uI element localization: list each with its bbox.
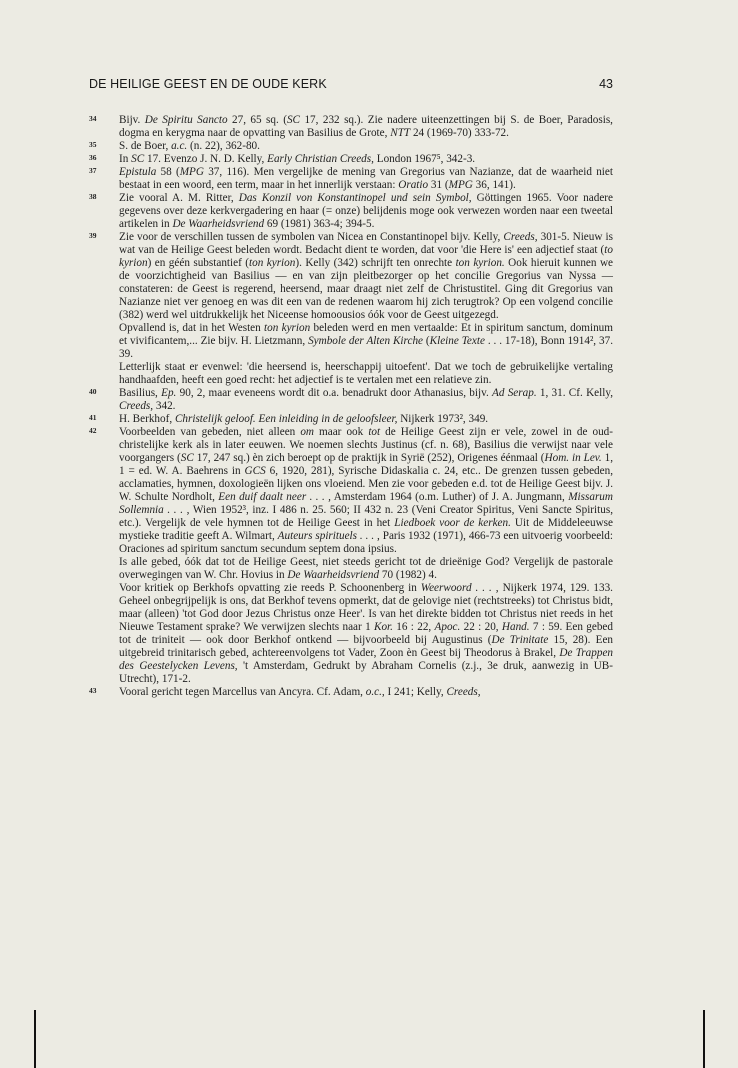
text-run: 24 (1969-70) 333-72.: [410, 127, 509, 139]
footnote-number: 36: [89, 153, 97, 162]
footnote-paragraph: [119, 166, 613, 192]
italic-citation: Creeds,: [446, 686, 481, 698]
footnote-paragraph: [119, 192, 613, 231]
footnote-paragraph: [119, 582, 613, 686]
italic-citation: SC: [180, 452, 194, 464]
text-run: Nijkerk 1974, 129. 133. Geheel onbegrijpelijk is ons, dat Berkhof tevens opmerkt, dat de gelovige niet (rechtstreeks) tot Christus bidt, maar (alleen) 'tot God door Jezus Christus onze Heer'. Is van het direkte bidden tot Christus niet reeds in het Nieuwe Testament sprake? We verwijzen slechts naar 1: [119, 582, 613, 633]
footnote-42: [89, 426, 613, 686]
footnote-40: [89, 387, 613, 413]
text-run: Wien 1952³, inz. I 486 n. 25. 560; II 432 n. 23 (Veni Creator Spiritus, Veni Sancte Spiritus, etc.). Vergelijk de vele hymnen tot de Heilige Geest in het: [119, 504, 613, 529]
italic-citation: De Waarheidsvriend: [172, 218, 265, 230]
text-run: de Heilige Geest zijn er vele, zowel in de oud-christelijke kerk als in later eeuwen. We noemen slechts Justinus (cf. n. 68), Basilius die verwijst naar vele voorgangers (: [119, 426, 614, 464]
footnote-paragraph: [119, 686, 613, 699]
footnote-number: 35: [89, 140, 97, 149]
text-run: 58 (: [156, 166, 180, 178]
italic-citation: to kyrion: [119, 244, 613, 269]
footnote-paragraph: [119, 114, 613, 140]
running-header: [89, 77, 613, 97]
italic-citation: ton kyrion: [264, 322, 311, 334]
italic-citation: om: [300, 426, 314, 438]
text-run: Amsterdam 1964 (o.m. Luther) of J. A. Jungmann,: [330, 491, 569, 503]
footnote-41: [89, 413, 613, 426]
footnote-number: 41: [89, 413, 97, 422]
text-run: (: [423, 335, 430, 347]
italic-citation: Ad Serap.: [492, 387, 537, 399]
text-run: ) en géén substantief (: [147, 257, 250, 269]
italic-citation: Weerwoord . . . ,: [420, 582, 499, 594]
text-run: Basilius,: [119, 387, 162, 399]
italic-citation: De Trinitate: [491, 634, 549, 646]
italic-citation: Epistula: [119, 166, 157, 178]
italic-citation: Creeds,: [119, 400, 154, 412]
italic-citation: MPG: [448, 179, 473, 191]
italic-citation: NTT: [390, 127, 411, 139]
text-run: Letterlijk staat er evenwel: 'die heersend is, heerschappij uitoefent'. Dat we toch de gebruikelijke vertaling handhaafden, heeft een goed recht: het adjectief is te vertalen met een relatieve zin.: [119, 361, 613, 386]
text-run: beleden werd en men vertaalde: Et in spiritum sanctum, dominum et vivificantem,... Zie bijv. H. Lietzmann,: [119, 322, 613, 347]
italic-citation: Liedboek voor de kerken.: [394, 517, 511, 529]
text-run: 342.: [153, 400, 176, 412]
text-run: 16 : 22,: [392, 621, 435, 633]
footnote-number: 40: [89, 387, 97, 396]
italic-citation: Auteurs spirituels . . . ,: [277, 530, 380, 542]
footnote-paragraph: [119, 140, 613, 153]
footnote-number: 38: [89, 192, 97, 201]
page-number: 43: [599, 77, 613, 91]
footnote-paragraph: [119, 556, 613, 582]
text-run: S. de Boer,: [119, 140, 172, 152]
footnote-paragraph: [119, 231, 613, 322]
footnote-39: [89, 231, 613, 387]
footnote-paragraph: [119, 387, 613, 413]
footnote-paragraph: [119, 426, 613, 556]
italic-citation: SC: [286, 114, 301, 126]
footnote-36: [89, 153, 613, 166]
italic-citation: Early Christian Creeds,: [267, 153, 374, 165]
footnote-37: [89, 166, 613, 192]
right-margin-rule: [703, 1010, 705, 1068]
text-run: Nijkerk 1973², 349.: [397, 413, 489, 425]
text-run: 69 (1981) 363-4; 394-5.: [264, 218, 375, 230]
text-run: Is alle gebed, óók dat tot de Heilige Geest, niet steeds gericht tot de drieënige God? Vergelijk de pastorale overwegingen van W. Chr. Hovius in: [119, 556, 613, 581]
text-run: 17, 232 sq.). Zie nadere uiteenzettingen bij S. de Boer, Paradosis, dogma en kerygma naar de opvatting van Basilius de Grote,: [119, 114, 613, 139]
text-run: Zie vooral A. M. Ritter,: [119, 192, 239, 204]
italic-citation: SC: [131, 153, 145, 165]
italic-citation: MPG: [179, 166, 204, 178]
text-run: 36, 141).: [472, 179, 516, 191]
footnote-paragraph: [119, 153, 613, 166]
text-run: 15, 28). Een uitgebreid trinitarisch gebed, achtereenvolgens tot Vader, Zoon èn Geest bij Theodorus à Brakel,: [119, 634, 614, 659]
text-run: 37, 116). Men vergelijke de mening van Gregorius van Nazianze, dat de waarheid niet bestaat in een woord, een term, maar in het innerlijk verstaan:: [119, 166, 613, 191]
text-run: Zie voor de verschillen tussen de symbolen van Nicea en Constantinopel bijv. Kelly,: [119, 231, 504, 243]
text-run: ). Kelly (342) schrijft ten onrechte: [295, 257, 456, 269]
italic-citation: De Spiritu Sancto: [144, 114, 228, 126]
italic-citation: Hom. in Lev.: [544, 452, 602, 464]
footnotes-list: [89, 114, 613, 699]
italic-citation: Missarum Sollemnia . . . ,: [119, 491, 613, 516]
italic-citation: Apoc.: [434, 621, 461, 633]
footnote-number: 37: [89, 166, 97, 175]
text-run: 1, 1 = ed. W. A. Baehrens in: [119, 452, 614, 477]
text-run: London 1967⁵, 342-3.: [373, 153, 476, 165]
italic-citation: Creeds,: [503, 231, 538, 243]
italic-citation: Kleine Texte: [429, 335, 485, 347]
text-run: 7 : 59. Een gebed tot de triniteit — ook door Berkhof ontkend — bijvoorbeeld bij Augustinus (: [119, 621, 613, 646]
text-run: maar ook: [314, 426, 369, 438]
italic-citation: Hand.: [501, 621, 530, 633]
text-run: Uit de Middeleeuwse mystieke traditie geeft A. Wilmart,: [119, 517, 613, 542]
footnote-paragraph: [119, 413, 613, 426]
text-run: Voorbeelden van gebeden, niet alleen: [119, 426, 301, 438]
italic-citation: tot: [368, 426, 381, 438]
text-run: 6, 1920, 281), Syrische Didaskalia c. 24, etc.. De grenzen tussen gebeden, acclamaties, hymnen, doxologieën lijken ons vloeiend. Men zie voor gebeden e.d. tot de Heilige Geest bijv. J. W. Schulte Nordholt,: [119, 465, 613, 503]
footnote-paragraph: [119, 322, 613, 361]
text-run: I 241; Kelly,: [384, 686, 447, 698]
text-run: Paris 1932 (1971), 466-73 een uitvoerig voorbeeld: Oraciones ad spiritum sanctum secundum septem dona ipsius.: [119, 530, 613, 555]
text-run: (n. 22), 362-80.: [187, 140, 260, 152]
italic-citation: Symbole der Alten Kirche: [308, 335, 424, 347]
footnote-number: 42: [89, 426, 97, 435]
italic-citation: GCS: [244, 465, 266, 477]
footnote-paragraph: [119, 361, 613, 387]
text-run: 301-5. Nieuw is wat van de Heilige Geest beleden wordt. Bedacht dient te worden, dat voor 'die Here is' een adjectief staat (: [119, 231, 614, 256]
italic-citation: Christelijk geloof. Een inleiding in de geloofsleer,: [174, 413, 398, 425]
text-run: 1, 31. Cf. Kelly,: [536, 387, 613, 399]
footnote-38: [89, 192, 613, 231]
italic-citation: De Waarheidsvriend: [287, 569, 380, 581]
text-run: 27, 65 sq. (: [227, 114, 287, 126]
text-run: 31 (: [428, 179, 449, 191]
italic-citation: ton kyrion.: [455, 257, 505, 269]
footnote-number: 43: [89, 686, 97, 695]
text-run: Opvallend is, dat in het Westen: [119, 322, 265, 334]
text-run: 22 : 20,: [460, 621, 502, 633]
footnote-43: [89, 686, 613, 699]
text-run: In: [119, 153, 132, 165]
text-run: 17. Evenzo J. N. D. Kelly,: [144, 153, 268, 165]
footnote-34: [89, 114, 613, 140]
text-run: . . . 17-18), Bonn 1914², 37. 39.: [119, 335, 613, 360]
text-run: 70 (1982) 4.: [379, 569, 437, 581]
text-run: Göttingen 1965. Voor nadere gegevens over deze kerkvergadering en haar (= onze) belijdenis moge ook verwezen worden naar een tweetal artikelen in: [119, 192, 613, 230]
italic-citation: Ep.: [161, 387, 177, 399]
text-run: Voor kritiek op Berkhofs opvatting zie reeds P. Schoonenberg in: [119, 582, 421, 594]
italic-citation: o.c.,: [365, 686, 385, 698]
text-run: 90, 2, maar eveneens wordt dit o.a. benadrukt door Athanasius, bijv.: [176, 387, 493, 399]
italic-citation: ton kyrion: [249, 257, 296, 269]
text-run: Vooral gericht tegen Marcellus van Ancyra. Cf. Adam,: [119, 686, 366, 698]
italic-citation: De Trappen des Geestelycken Levens,: [119, 647, 613, 672]
italic-citation: Oratio: [398, 179, 429, 191]
text-run: Bijv.: [119, 114, 145, 126]
text-run: H. Berkhof,: [119, 413, 175, 425]
italic-citation: Een duif daalt neer . . . ,: [218, 491, 331, 503]
text-run: 't Amsterdam, Gedrukt by Abraham Cornelis (z.j., 3e druk, aanwezig in UB-Utrecht), 171-2.: [119, 660, 613, 685]
left-margin-rule: [34, 1010, 36, 1068]
footnote-number: 34: [89, 114, 97, 123]
running-title: DE HEILIGE GEEST EN DE OUDE KERK: [89, 77, 327, 91]
footnote-number: 39: [89, 231, 97, 240]
text-run: 17, 247 sq.) èn zich beroept op de praktijk in Syrië (252), Origenes éénmaal (: [193, 452, 545, 464]
text-run: Ook hieruit kunnen we de voorzichtigheid van Basilius — en van zijn pleitbezorger op het concilie Gregorius van Nyssa — constateren: de Geest is regerend, heersend, maar draagt niet zelf de Christustitel. Ging dit Gregorius van Nazianze niet ver genoeg en was dit een van de redenen waarom hij zich terugtrok? Op een volgend concilie (382) werd wel uitdrukkelijk het Niceense homoousios óók voor de Geest uitgezegd.: [119, 257, 613, 321]
italic-citation: Das Konzil von Konstantinopel und sein Symbol,: [238, 192, 472, 204]
footnote-35: [89, 140, 613, 153]
italic-citation: a.c.: [171, 140, 188, 152]
italic-citation: Kor.: [373, 621, 393, 633]
